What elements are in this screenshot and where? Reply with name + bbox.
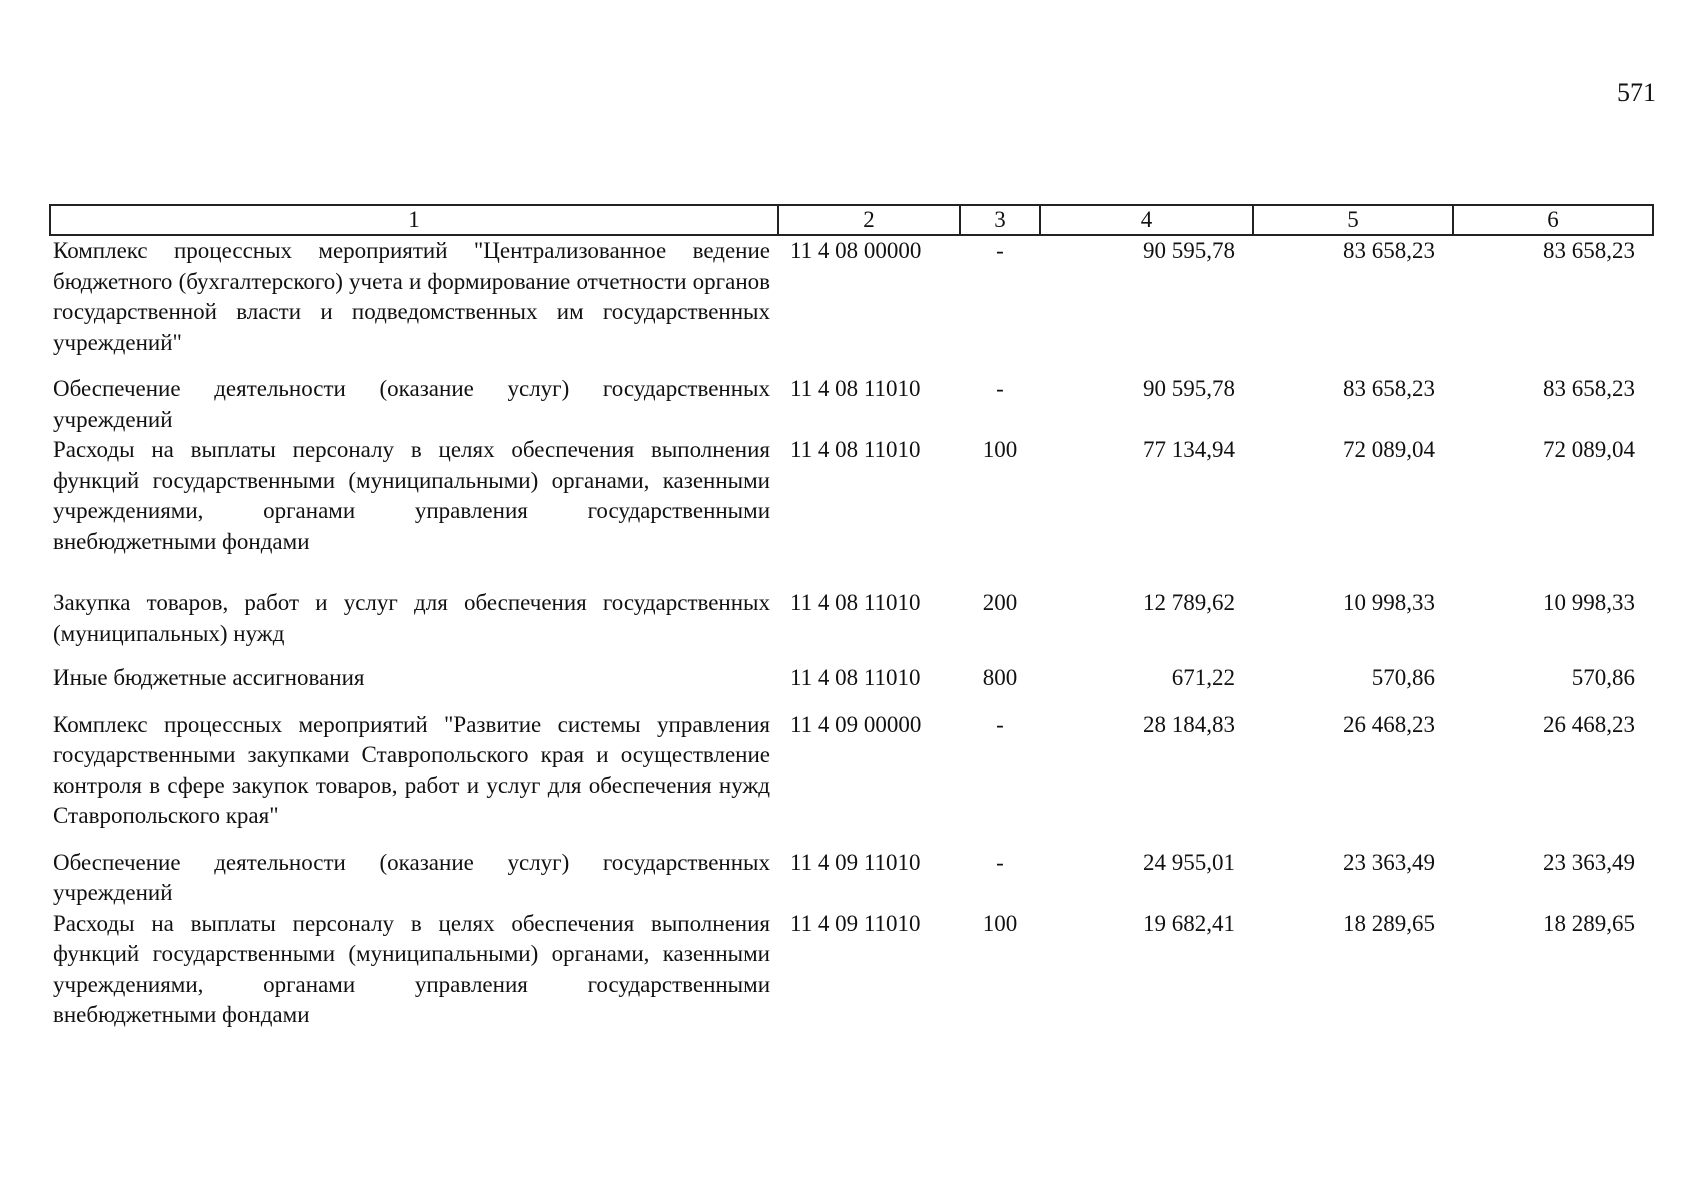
- row-expense-type: 100: [982, 910, 1018, 936]
- row-value-6: 72 089,04: [1543, 437, 1635, 462]
- row-name: Комплекс процессных мероприятий "Централизованное ведение бюджетного (бухгалтерского) учета и формирование отчетности органов государственной власти и подведомственных им государственных учреждений": [53, 238, 770, 355]
- row-value-6: 10 998,33: [1543, 590, 1635, 615]
- row-value-5: 26 468,23: [1343, 711, 1435, 737]
- row-value-5: 72 089,04: [1343, 437, 1435, 462]
- row-value-6: 83 658,23: [1543, 376, 1635, 401]
- row-value-5: 570,86: [1371, 665, 1435, 690]
- column-header-2: 2: [778, 205, 960, 235]
- row-value-6: 18 289,65: [1543, 910, 1635, 936]
- header-row: [50, 205, 1653, 235]
- row-value-6: 26 468,23: [1543, 711, 1635, 737]
- column-header-6: 6: [1453, 205, 1653, 235]
- row-name: Расходы на выплаты персоналу в целях обеспечения выполнения функций государственными (муниципальными) органами, казенными учреждениями, органами управления государственными внебюджетными фондами: [53, 910, 770, 1027]
- row-code: 11 4 09 00000: [790, 711, 922, 737]
- table-row: [50, 588, 1653, 663]
- row-value-6: 570,86: [1571, 665, 1635, 690]
- row-code: 11 4 08 11010: [790, 376, 921, 401]
- table-row: [50, 710, 1653, 848]
- column-header-4: 4: [1040, 205, 1253, 235]
- row-expense-type: 100: [982, 437, 1018, 462]
- row-name: Комплекс процессных мероприятий "Развитие системы управления государственными закупками Ставропольского края и осуществление контроля в сфере закупок товаров, работ и услуг для обеспечения нужд Ставропольского края": [53, 711, 770, 828]
- row-value-4: 19 682,41: [1143, 910, 1235, 936]
- row-value-4: 12 789,62: [1143, 590, 1235, 615]
- table-row: [50, 374, 1653, 435]
- row-expense-type: 200: [982, 590, 1018, 615]
- row-value-5: 23 363,49: [1343, 849, 1435, 875]
- row-expense-type: -: [996, 376, 1004, 401]
- row-value-4: 24 955,01: [1143, 849, 1235, 875]
- table-row: [50, 848, 1653, 909]
- row-value-5: 83 658,23: [1343, 376, 1435, 401]
- row-name: Иные бюджетные ассигнования: [53, 665, 365, 690]
- row-value-5: 10 998,33: [1343, 590, 1435, 615]
- row-value-5: 18 289,65: [1343, 910, 1435, 936]
- row-expense-type: -: [996, 849, 1004, 875]
- column-header-5: 5: [1253, 205, 1453, 235]
- row-value-4: 28 184,83: [1143, 711, 1235, 737]
- row-code: 11 4 08 11010: [790, 437, 921, 462]
- row-code: 11 4 09 11010: [790, 910, 921, 936]
- row-code: 11 4 08 00000: [790, 238, 922, 263]
- row-expense-type: -: [996, 711, 1004, 737]
- row-value-4: 90 595,78: [1143, 238, 1235, 263]
- column-header-1: 1: [50, 205, 778, 235]
- row-name: Закупка товаров, работ и услуг для обеспечения государственных (муниципальных) нужд: [53, 590, 770, 646]
- row-code: 11 4 08 11010: [790, 590, 921, 615]
- row-code: 11 4 09 11010: [790, 849, 921, 875]
- page-number: 571: [1617, 78, 1656, 107]
- table-row: [50, 235, 1653, 374]
- row-code: 11 4 08 11010: [790, 665, 921, 690]
- row-name: Обеспечение деятельности (оказание услуг) государственных учреждений: [53, 376, 770, 432]
- row-expense-type: 800: [982, 665, 1018, 690]
- row-value-6: 83 658,23: [1543, 238, 1635, 263]
- row-value-4: 671,22: [1171, 665, 1235, 690]
- budget-table: [49, 204, 1654, 1031]
- table-row: [50, 435, 1653, 588]
- row-expense-type: -: [996, 238, 1004, 263]
- row-value-4: 77 134,94: [1143, 437, 1235, 462]
- table-row: [50, 909, 1653, 1031]
- row-value-6: 23 363,49: [1543, 849, 1635, 875]
- column-header-3: 3: [960, 205, 1040, 235]
- row-name: Обеспечение деятельности (оказание услуг) государственных учреждений: [53, 849, 770, 905]
- row-name: Расходы на выплаты персоналу в целях обеспечения выполнения функций государственными (муниципальными) органами, казенными учреждениями, органами управления государственными внебюджетными фондами: [53, 437, 770, 554]
- table-row: [50, 663, 1653, 710]
- row-value-4: 90 595,78: [1143, 376, 1235, 401]
- row-value-5: 83 658,23: [1343, 238, 1435, 263]
